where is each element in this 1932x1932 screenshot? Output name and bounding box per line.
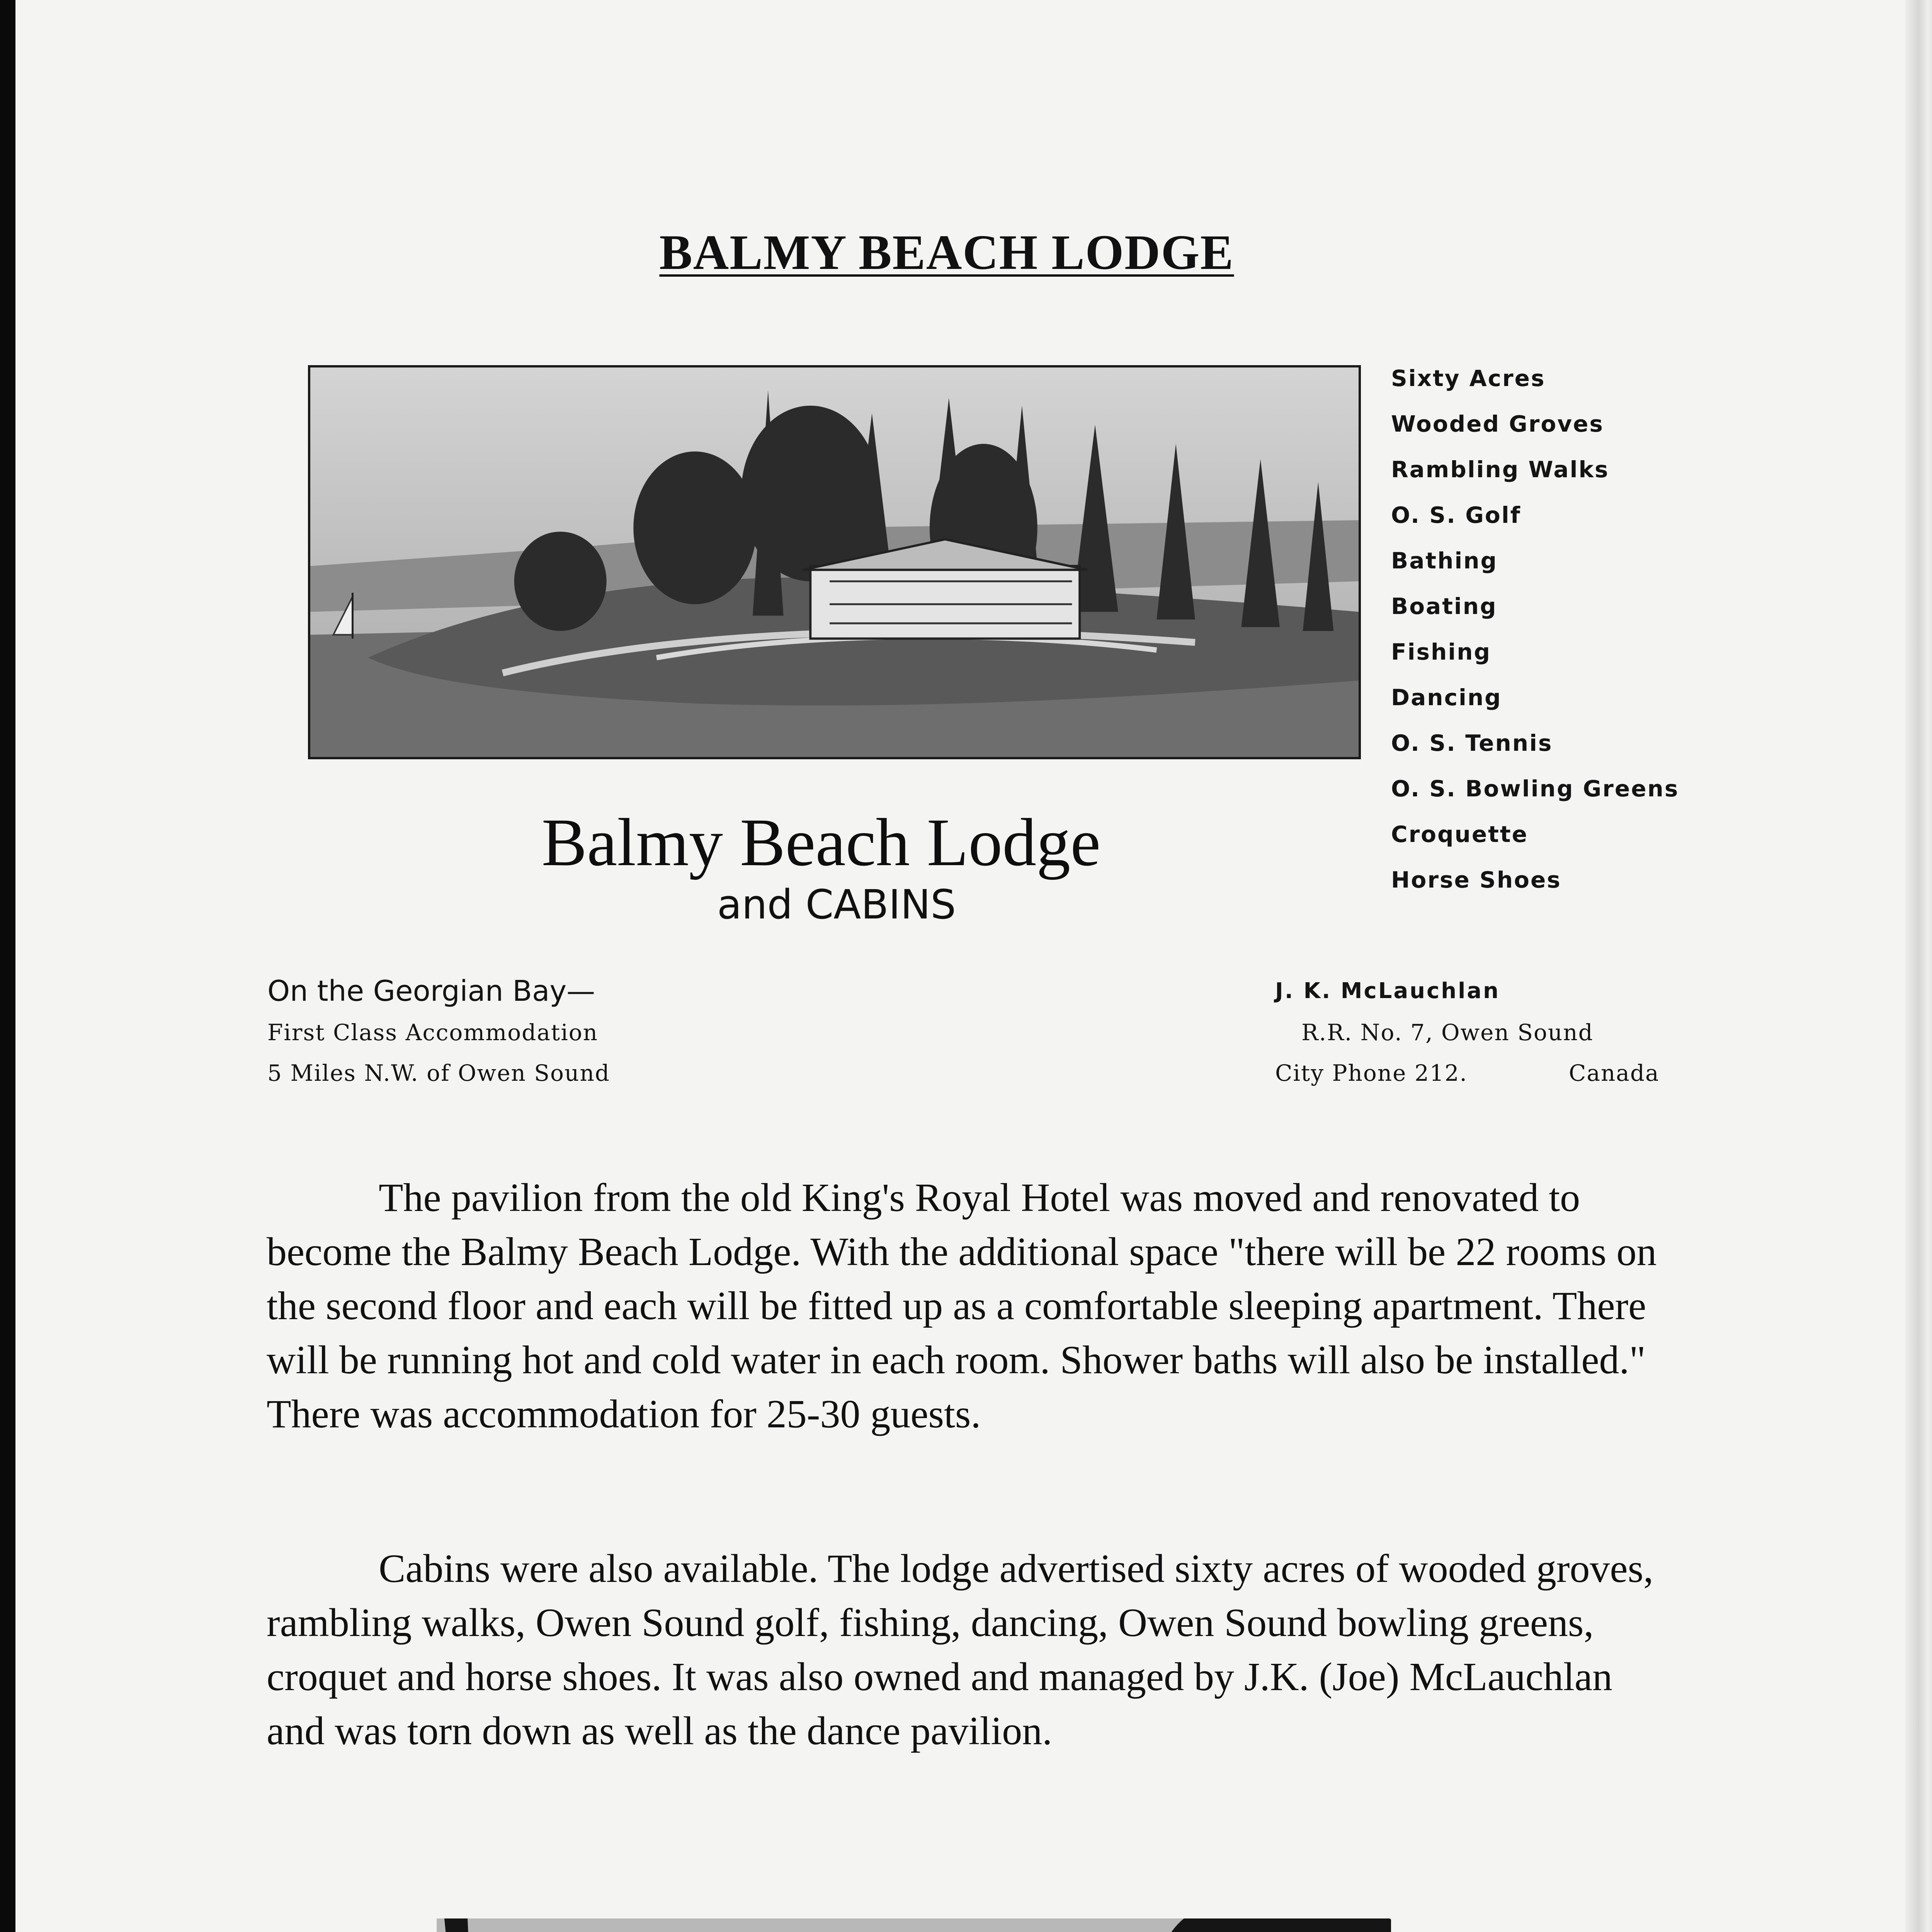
body-paragraph: Cabins were also available. The lodge advertised sixty acres of wooded groves, rambling walks, Owen Sound golf, fishing, dancing, Owen Sound bowling greens, croquet and horse shoes. It was also owned and managed by J.K. (Joe) McLauchlan and was torn down as well as the dance pavilion. (267, 1546, 1654, 1753)
location-info (267, 970, 924, 1094)
proprietor-name: J. K. McLauchlan (1275, 978, 1500, 1003)
phone-line (1275, 1053, 1700, 1094)
page-stack-edge (1905, 0, 1932, 1932)
lodge-photograph (437, 1918, 1391, 1932)
distance-line: 5 Miles N.W. of Owen Sound (267, 1060, 610, 1086)
amenity-item: Croquette (1391, 821, 1528, 847)
lodge-subtitle: and CABINS (717, 881, 956, 928)
location-line: On the Georgian Bay— (267, 975, 595, 1008)
address-line: R.R. No. 7, Owen Sound (1301, 1019, 1594, 1046)
amenity-item: O. S. Tennis (1391, 730, 1553, 756)
country-label: Canada (1569, 1060, 1660, 1086)
contact-info (1275, 970, 1700, 1094)
amenity-item: O. S. Bowling Greens (1391, 776, 1679, 802)
amenity-item: Horse Shoes (1391, 867, 1561, 893)
amenity-item: O. S. Golf (1391, 502, 1521, 528)
body-paragraph: The pavilion from the old King's Royal Hotel was moved and renovated to become the Balmy Beach Lodge. With the additional space "there will be 22 rooms on the second floor and each will be fitted up as a comfortable sleeping apartment. There will be running hot and cold water in each room. Shower baths will also be installed." There was accommodation for 25-30 guests. (267, 1175, 1657, 1436)
phone-number: City Phone 212. (1275, 1060, 1468, 1086)
amenity-item: Bathing (1391, 548, 1498, 574)
amenity-item: Fishing (1391, 639, 1492, 665)
amenity-item: Boating (1391, 593, 1497, 619)
amenity-item: Rambling Walks (1391, 456, 1609, 483)
amenity-item: Wooded Groves (1391, 411, 1604, 437)
accommodation-line: First Class Accommodation (267, 1019, 599, 1046)
amenities-list (1391, 355, 1739, 903)
amenity-item: Dancing (1391, 684, 1502, 711)
book-page (15, 0, 1932, 1932)
lodge-engraving-image (308, 365, 1361, 759)
amenity-item: Sixty Acres (1391, 365, 1546, 391)
lodge-name-heading: Balmy Beach Lodge (541, 805, 1101, 880)
page-title: BALMY BEACH LODGE (659, 225, 1234, 280)
